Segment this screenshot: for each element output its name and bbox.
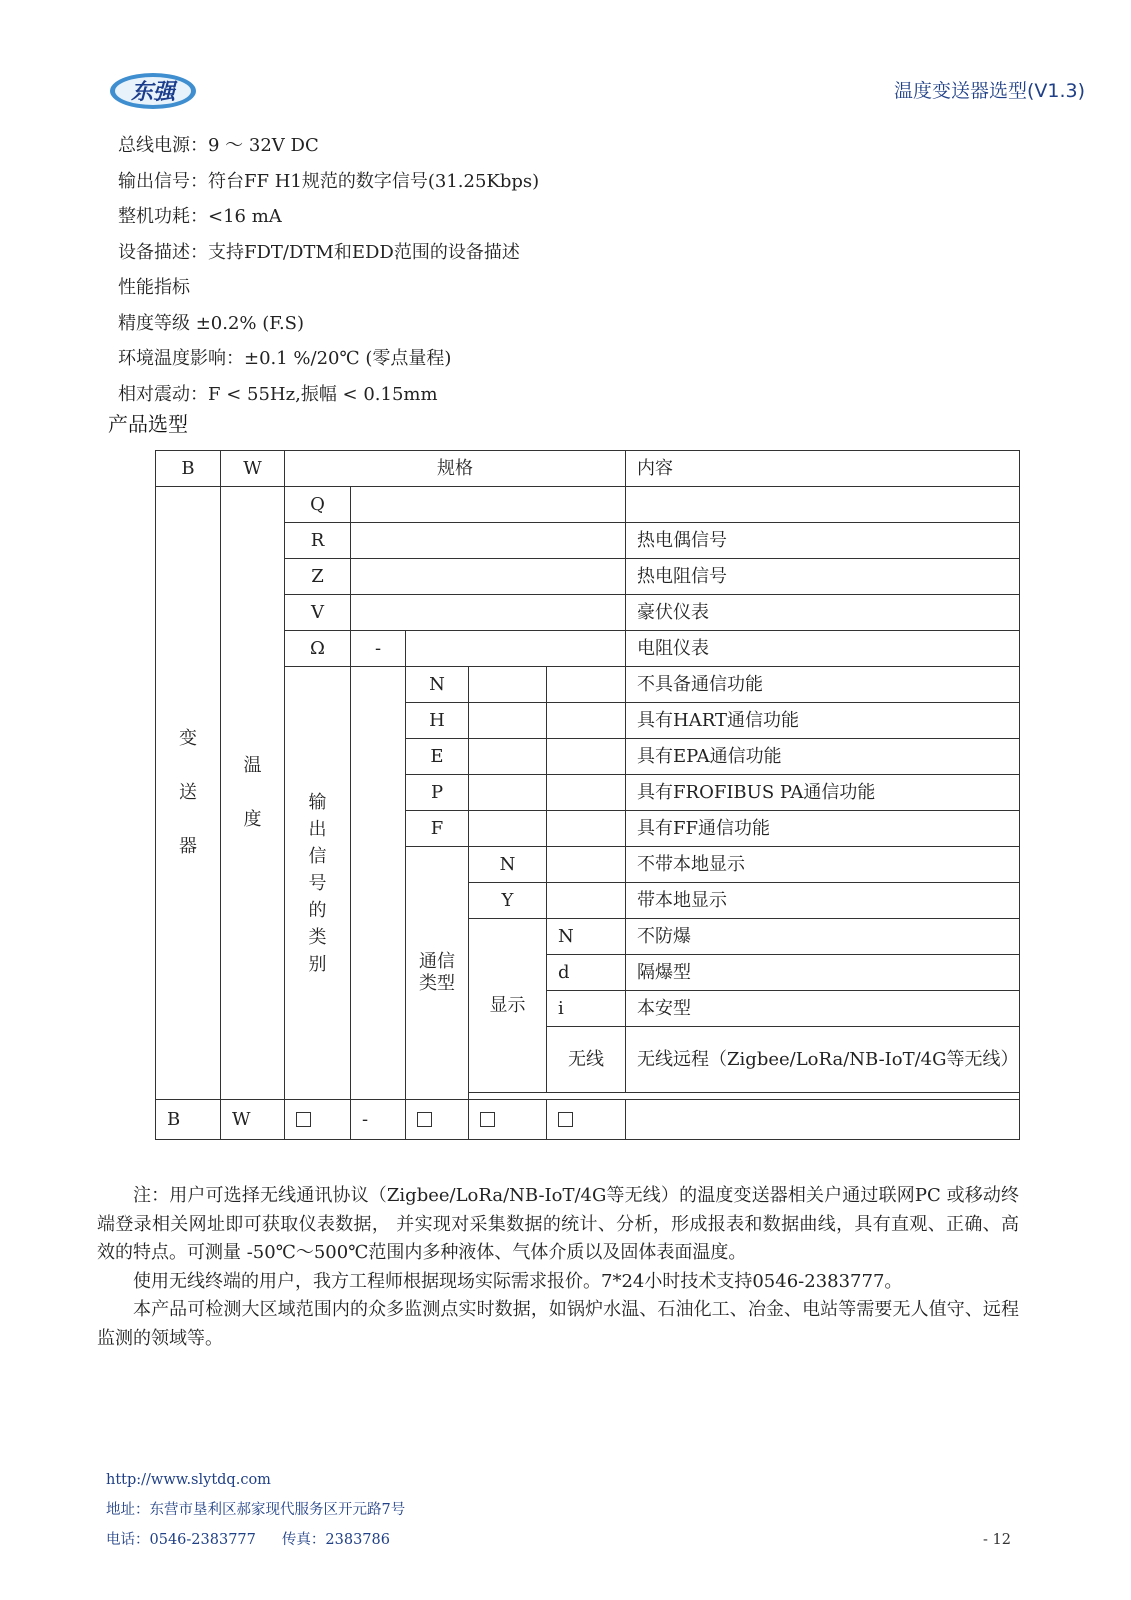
company-logo bbox=[108, 68, 198, 112]
blank-cell bbox=[469, 739, 547, 775]
checkbox-cell bbox=[547, 1100, 626, 1140]
table-row bbox=[156, 631, 1020, 667]
comm-content-cell: 具有FF通信功能 bbox=[626, 811, 1020, 847]
transmitter-label: 变送器 bbox=[179, 728, 197, 857]
checkbox-icon[interactable] bbox=[558, 1112, 573, 1127]
spec-line: 总线电源：9 ～ 32V DC bbox=[118, 135, 319, 156]
comm-code-cell: N bbox=[406, 667, 469, 703]
table-row bbox=[156, 487, 1020, 523]
spec-line: 相对震动：F < 55Hz,振幅 < 0.15mm bbox=[118, 383, 438, 405]
comm-code-cell: H bbox=[406, 703, 469, 739]
comm-code-cell: P bbox=[406, 775, 469, 811]
note-paragraph: 本产品可检测大区域范围内的众多监测点实时数据，如锅炉水温、石油化工、冶金、电站等需要无人值守、远程监测的领域等。 bbox=[97, 1299, 1019, 1349]
blank-cell bbox=[469, 811, 547, 847]
document-title: 温度变送器选型(V1.3) bbox=[893, 80, 1085, 102]
checkbox-icon[interactable] bbox=[417, 1112, 432, 1127]
table-row bbox=[156, 559, 1020, 595]
temperature-label: 温度 bbox=[243, 755, 262, 830]
spec-line: 精度等级 ±0.2% (F.S) bbox=[118, 312, 305, 334]
spec-line: 设备描述：支持FDT/DTM和EDD范围的设备描述 bbox=[118, 241, 520, 263]
comm-type-label: 通信类型 bbox=[419, 951, 455, 994]
footer-cell-w: W bbox=[221, 1100, 285, 1140]
table-header-row bbox=[156, 451, 1020, 487]
signal-content-cell bbox=[626, 487, 1020, 523]
section-title: 产品选型 bbox=[108, 412, 188, 436]
model-selection-table bbox=[155, 450, 1020, 1140]
explosion-code-cell: N bbox=[547, 919, 626, 955]
blank-cell bbox=[469, 667, 547, 703]
explosion-content-cell: 隔爆型 bbox=[626, 955, 1020, 991]
checkbox-cell bbox=[285, 1100, 351, 1140]
comm-content-cell: 不具备通信功能 bbox=[626, 667, 1020, 703]
signal-code-cell: Z bbox=[285, 559, 351, 595]
display-code-cell: N bbox=[469, 847, 547, 883]
display-code-cell: Y bbox=[469, 883, 547, 919]
explosion-content-cell: 本安型 bbox=[626, 991, 1020, 1027]
explosion-content-cell: 不防爆 bbox=[626, 919, 1020, 955]
table-footer-row bbox=[156, 1100, 1020, 1140]
spec-line: 环境温度影响：±0.1 %/20℃ (零点量程) bbox=[118, 348, 452, 369]
comm-type-cell bbox=[406, 847, 469, 1100]
transmitter-cell bbox=[156, 487, 221, 1100]
signal-code-cell: Q bbox=[285, 487, 351, 523]
address-text: 地址：东营市垦利区郝家现代服务区开元路7号 bbox=[106, 1502, 406, 1518]
spacer-cell bbox=[351, 595, 626, 631]
display-label: 显示 bbox=[489, 994, 526, 1016]
signal-content-cell: 热电阻信号 bbox=[626, 559, 1020, 595]
spec-list bbox=[118, 128, 539, 412]
header-cell-b: B bbox=[156, 451, 221, 487]
checkbox-cell bbox=[406, 1100, 469, 1140]
header-cell-content: 内容 bbox=[626, 451, 1020, 487]
explosion-code-cell: d bbox=[547, 955, 626, 991]
notes bbox=[97, 1182, 1019, 1353]
header-cell-spec: 规格 bbox=[285, 451, 626, 487]
blank-cell bbox=[547, 667, 626, 703]
dash-cell: - bbox=[351, 631, 406, 667]
blank-cell bbox=[547, 811, 626, 847]
spec-line: 性能指标 bbox=[118, 277, 190, 298]
spacer-cell bbox=[351, 487, 626, 523]
contact-line bbox=[106, 1525, 405, 1555]
display-content-cell: 带本地显示 bbox=[626, 883, 1020, 919]
svg-text:东强: 东强 bbox=[130, 79, 176, 105]
comm-code-cell: E bbox=[406, 739, 469, 775]
spacer-cell bbox=[406, 631, 626, 667]
spacer-cell bbox=[351, 559, 626, 595]
checkbox-icon[interactable] bbox=[296, 1112, 311, 1127]
comm-content-cell: 具有FROFIBUS PA通信功能 bbox=[626, 775, 1020, 811]
output-category-label: 输出信号的类别 bbox=[308, 791, 327, 975]
blank-cell bbox=[626, 1100, 1020, 1140]
footer-cell-b: B bbox=[156, 1100, 221, 1140]
spec-line: 整机功耗：<16 mA bbox=[118, 206, 282, 227]
spec-line: 输出信号：符台FF H1规范的数字信号(31.25Kbps) bbox=[118, 170, 540, 192]
blank-cell bbox=[469, 775, 547, 811]
spacer-cell bbox=[351, 523, 626, 559]
table-row bbox=[156, 595, 1020, 631]
phone-text: 电话：0546-2383777 bbox=[106, 1532, 256, 1548]
signal-code-cell: Ω bbox=[285, 631, 351, 667]
note-paragraph: 使用无线终端的用户，我方工程师根据现场实际需求报价。7*24小时技术支持0546-2383777。 bbox=[133, 1270, 903, 1292]
page-footer bbox=[106, 1465, 405, 1555]
signal-content-cell: 豪伏仪表 bbox=[626, 595, 1020, 631]
table-row bbox=[156, 667, 1020, 703]
page-number: - 12 bbox=[983, 1532, 1011, 1548]
website-link[interactable]: http://www.slytdq.com bbox=[106, 1472, 271, 1488]
blank-cell bbox=[547, 847, 626, 883]
checkbox-icon[interactable] bbox=[480, 1112, 495, 1127]
explosion-code-cell: i bbox=[547, 991, 626, 1027]
signal-content-cell: 电阻仪表 bbox=[626, 631, 1020, 667]
signal-content-cell: 热电偶信号 bbox=[626, 523, 1020, 559]
footer-dash-cell: - bbox=[351, 1100, 406, 1140]
display-cell bbox=[469, 919, 547, 1093]
spacer-cell bbox=[469, 1093, 1020, 1100]
blank-cell bbox=[547, 775, 626, 811]
output-category-cell bbox=[285, 667, 351, 1100]
temperature-cell bbox=[221, 487, 285, 1100]
blank-column-cell bbox=[351, 667, 406, 1100]
explosion-code-cell: 无线 bbox=[547, 1027, 626, 1093]
blank-cell bbox=[547, 703, 626, 739]
header-cell-w: W bbox=[221, 451, 285, 487]
comm-content-cell: 具有EPA通信功能 bbox=[626, 739, 1020, 775]
display-content-cell: 不带本地显示 bbox=[626, 847, 1020, 883]
signal-code-cell: R bbox=[285, 523, 351, 559]
explosion-content-cell: 无线远程（Zigbee/LoRa/NB-IoT/4G等无线） bbox=[626, 1027, 1020, 1093]
comm-content-cell: 具有HART通信功能 bbox=[626, 703, 1020, 739]
blank-cell bbox=[469, 703, 547, 739]
table-row bbox=[156, 523, 1020, 559]
note-paragraph: 注：用户可选择无线通讯协议（Zigbee/LoRa/NB-IoT/4G等无线）的温度变送器相关户通过联网PC 或移动终端登录相关网址即可获取仪表数据， 并实现对采集数据的统计、分析，形成报表和数据曲线，具有直观、正确、高效的特点。可测量 -50℃～500℃范围内多种液体、气体介质以及固体表面温度。 bbox=[97, 1185, 1019, 1263]
blank-cell bbox=[547, 739, 626, 775]
blank-cell bbox=[547, 883, 626, 919]
checkbox-cell bbox=[469, 1100, 547, 1140]
comm-code-cell: F bbox=[406, 811, 469, 847]
signal-code-cell: V bbox=[285, 595, 351, 631]
fax-text: 传真：2383786 bbox=[281, 1532, 390, 1548]
